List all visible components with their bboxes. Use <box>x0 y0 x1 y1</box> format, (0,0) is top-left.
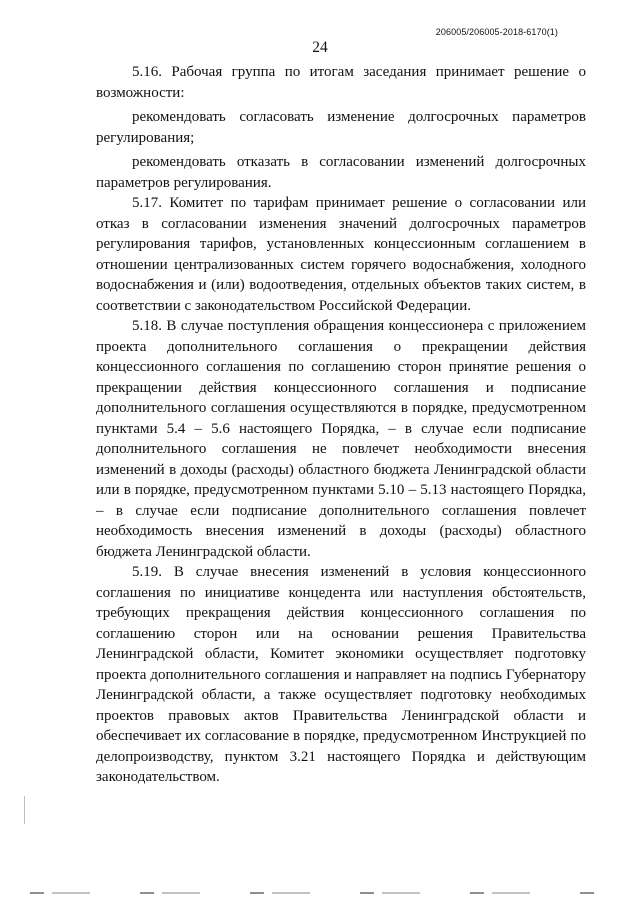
paragraph-5-18: 5.18. В случае поступления обращения концессионера с приложением проекта дополнительного соглашения о прекращении действия концессионного соглашения по соглашению сторон принятие решения о прекращении действия концессионного соглашения и подписание дополнительного соглашения осуществляются в порядке, предусмотренном пунктами 5.4 – 5.6 настоящего Порядка, – в случае если подписание дополнительного соглашения не повлечет необходимости внесения изменений в доходы (расходы) областного бюджета Ленинградской области или в порядке, предусмотренном пунктами 5.10 – 5.13 настоящего Порядка, – в случае если подписание дополнительного соглашения повлечет необходимость внесения изменений в доходы (расходы) областного бюджета Ленинградской области. <box>96 318 586 560</box>
page-number: 24 <box>312 39 328 56</box>
paragraph-option-approve: рекомендовать согласовать изменение долгосрочных параметров регулирования; <box>96 109 586 146</box>
scan-artifact-mark <box>24 796 25 824</box>
paragraph-5-19: 5.19. В случае внесения изменений в условия концессионного соглашения по инициативе концедента или наступления обстоятельств, требующих прекращения действия концессионного соглашения по соглашению сторон или на основании решения Правительства Ленинградской области, Комитет экономики осуществляет подготовку проекта дополнительного соглашения и направляет на подпись Губернатору Ленинградской области, а также осуществляет подготовку необходимых проектов правовых актов Правительства Ленинградской области и обеспечивает их согласование в порядке, предусмотренном Инструкцией по делопроизводству, пунктом 3.21 настоящего Порядка и действующим законодательством. <box>96 564 586 785</box>
paragraph-5-16: 5.16. Рабочая группа по итогам заседания принимает решение о возможности: <box>96 64 586 101</box>
document-body <box>96 62 586 788</box>
scan-bottom-edge <box>30 892 600 894</box>
paragraph-option-reject: рекомендовать отказать в согласовании изменений долгосрочных параметров регулирования. <box>96 154 586 191</box>
paragraph-5-17: 5.17. Комитет по тарифам принимает решение о согласовании или отказ в согласовании изменения значений долгосрочных параметров регулирования тарифов, установленных концессионным соглашением в отношении централизованных систем горячего водоснабжения, холодного водоснабжения и (или) водоотведения, отдельных объектов таких систем, в соответствии с законодательством Российской Федерации. <box>96 195 586 314</box>
document-id: 206005/206005-2018-6170(1) <box>435 27 558 37</box>
